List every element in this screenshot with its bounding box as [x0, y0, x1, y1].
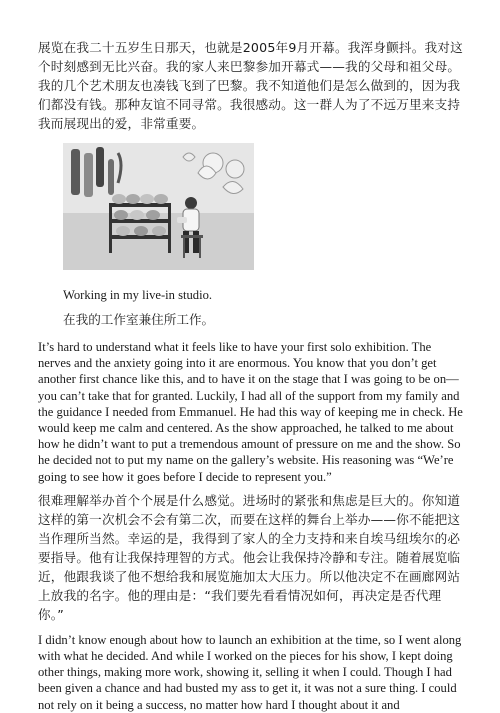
figure-caption-zh: 在我的工作室兼住所工作。	[63, 312, 215, 327]
figure-caption-en: Working in my live-in studio.	[63, 288, 213, 302]
document-page	[38, 38, 464, 713]
paragraph-zh-opening: 展览在我二十五岁生日那天，也就是2005年9月开幕。我浑身颤抖。我对这个时刻感到无比兴奋。我的家人来巴黎参加开幕式——我的父母和祖父母。我的几个艺术朋友也凑钱飞到了巴黎。我不知道他们是怎么做到的，因为我们都没有钱。那种友谊不同寻常。我很感动。这一群人为了不远万里来支持我而展现出的爱，非常重要。	[38, 40, 463, 131]
studio-photo-image	[63, 143, 254, 270]
paragraph-zh-first-solo: 很难理解举办首个个展是什么感觉。进场时的紧张和焦虑是巨大的。你知道这样的第一次机会不会有第二次，而要在这样的舞台上举办——你不能把这当作理所当然。幸运的是，我得到了家人的全力支持和来自埃马纽埃尔的必要指导。他有让我保持理智的方式。他会让我保持冷静和专注。随着展览临近，他跟我谈了他不想给我和展览施加太大压力。所以他决定不在画廊网站上放我的名字。他的理由是：“我们要先看看情况如何，再决定是否代理你。”	[38, 492, 461, 622]
paragraph-en-first-solo: It’s hard to understand what it feels like to have your first solo exhibition. The nerves and the anxiety going into it are enormous. You know that you don’t get another first chance like this, and to have it on the stage that I was going to be on—you can’t take that for granted. Luckily, I had all of the support from my family and the guidance I needed from Emmanuel. He had this way of keeping me in check. He would keep me calm and centered. As the show approached, he talked to me about how he didn’t want to put a tremendous amount of pressure on me and the show. So he decided not to put my name on the gallery’s website. His reasoning was “We’re going to see how it goes before I decide to represent you.”	[38, 340, 463, 484]
studio-photo	[63, 143, 254, 270]
paragraph-en-launch: I didn’t know enough about how to launch an exhibition at the time, so I went along with what he decided. And while I worked on the pieces for his show, I kept doing other things, making more work, showing it, selling it when I could. Though I had been given a chance and had busted my ass to get it, it was not a sure thing. I could not rely on it being a success, no matter how hard I thought about it and	[38, 632, 462, 712]
